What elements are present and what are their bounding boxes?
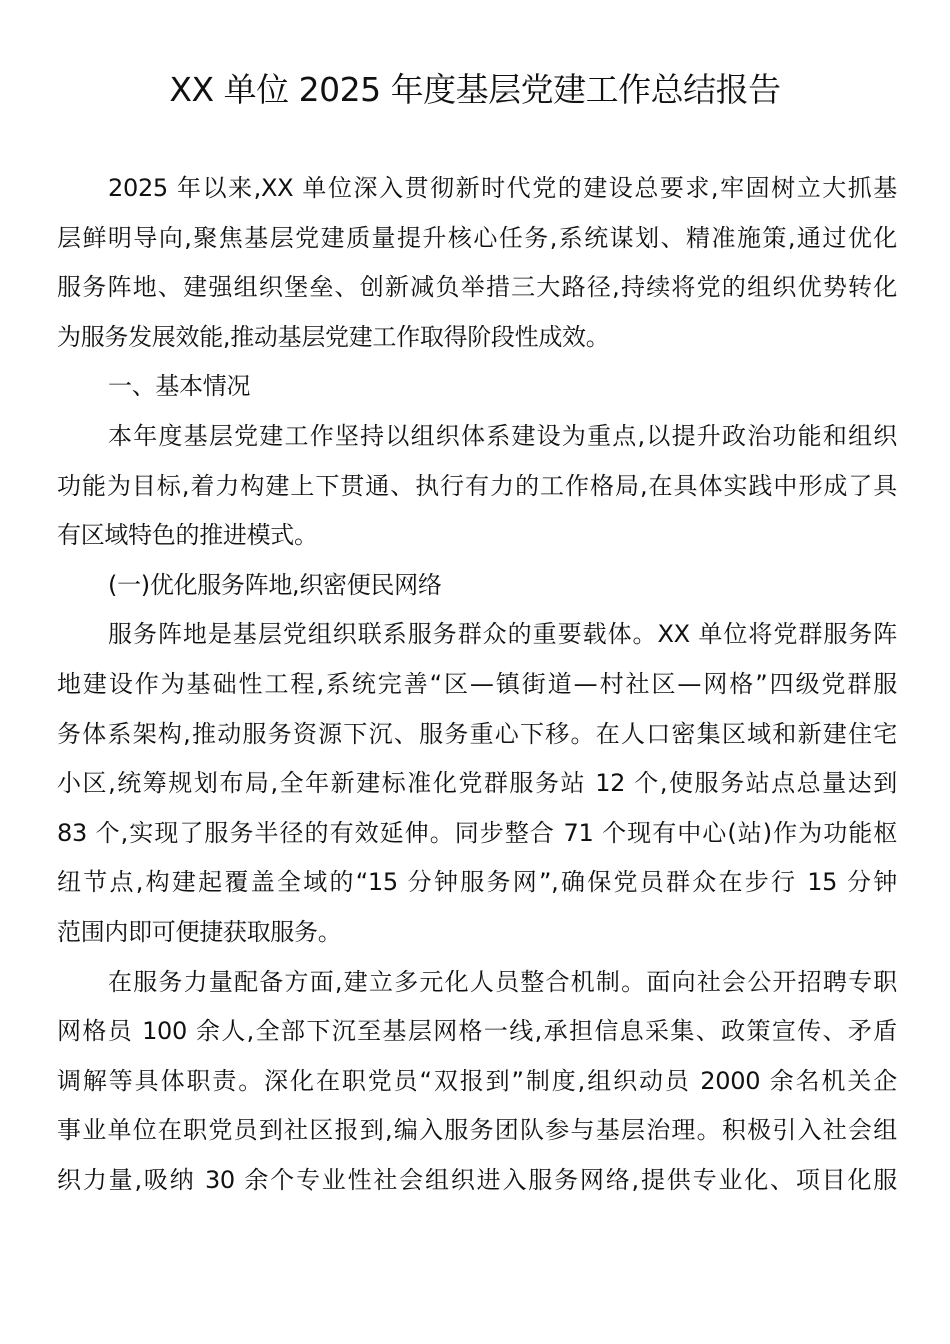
text-line: 服务阵地是基层党组织联系服务群众的重要载体。XX 单位将党群服务阵 <box>108 620 897 649</box>
section-heading-basic-situation <box>57 366 897 416</box>
text-line: 调解等具体职责。深化在职党员“双报到”制度,组织动员 2000 余名机关企 <box>57 1066 897 1095</box>
text-line: 织力量,吸纳 30 余个专业性社会组织进入服务网络,提供专业化、项目化服 <box>57 1165 897 1194</box>
document-body <box>57 168 897 1209</box>
text-line: 2025 年以来,XX 单位深入贯彻新时代党的建设总要求,牢固树立大抓基 <box>108 174 897 202</box>
document-title: XX 单位 2025 年度基层党建工作总结报告 <box>169 70 781 109</box>
intro-paragraph <box>57 168 897 366</box>
text-line: 有区域特色的推进模式。 <box>57 521 318 550</box>
text-line: 层鲜明导向,聚焦基层党建质量提升核心任务,系统谋划、精准施策,通过优化 <box>57 223 897 252</box>
text-line: 在服务力量配备方面,建立多元化人员整合机制。面向社会公开招聘专职 <box>108 967 897 996</box>
heading-line: (一)优化服务阵地,织密便民网络 <box>108 570 442 599</box>
text-line: 功能为目标,着力构建上下贯通、执行有力的工作格局,在具体实践中形成了具 <box>57 471 897 500</box>
text-line: 83 个,实现了服务半径的有效延伸。同步整合 71 个现有中心(站)作为功能枢 <box>57 818 897 847</box>
service-positions-paragraph <box>57 614 897 961</box>
service-staffing-paragraph <box>57 962 897 1210</box>
text-line: 本年度基层党建工作坚持以组织体系建设为重点,以提升政治功能和组织 <box>108 421 897 450</box>
text-line: 为服务发展效能,推动基层党建工作取得阶段性成效。 <box>57 322 610 351</box>
overview-paragraph <box>57 416 897 565</box>
heading-line: 一、基本情况 <box>108 372 251 401</box>
text-line: 务体系架构,推动服务资源下沉、服务重心下移。在人口密集区域和新建住宅 <box>57 719 897 748</box>
text-line: 服务阵地、建强组织堡垒、创新减负举措三大路径,持续将党的组织优势转化 <box>57 273 897 302</box>
subsection-heading-service-network <box>57 565 897 615</box>
text-line: 地建设作为基础性工程,系统完善“区—镇街道—村社区—网格”四级党群服 <box>57 669 897 698</box>
text-line: 事业单位在职党员到社区报到,编入服务团队参与基层治理。积极引入社会组 <box>57 1116 897 1145</box>
text-line: 范围内即可便捷获取服务。 <box>57 917 342 946</box>
text-line: 网格员 100 余人,全部下沉至基层网格一线,承担信息采集、政策宣传、矛盾 <box>57 1017 897 1046</box>
text-line: 纽节点,构建起覆盖全域的“15 分钟服务网”,确保党员群众在步行 15 分钟 <box>57 868 897 897</box>
text-line: 小区,统筹规划布局,全年新建标准化党群服务站 12 个,使服务站点总量达到 <box>57 769 897 798</box>
